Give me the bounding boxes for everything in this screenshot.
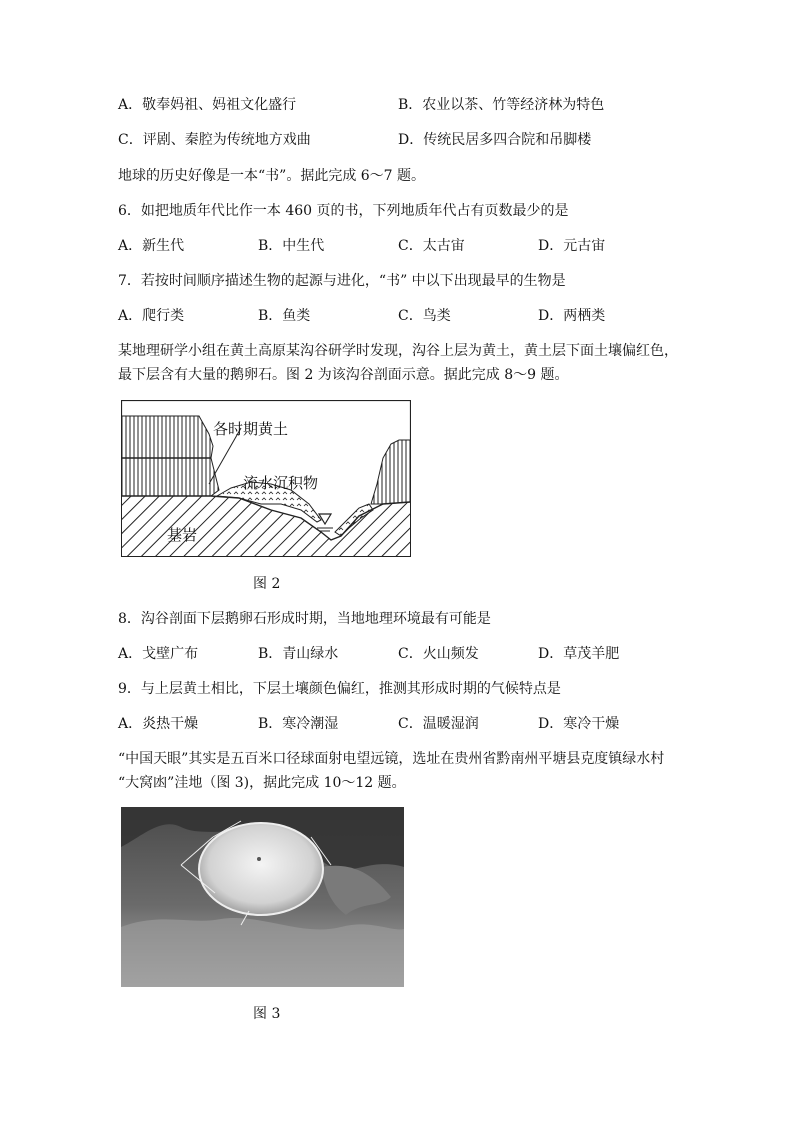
q9-stem: 9．与上层黄土相比，下层土壤颜色偏红，推测其形成时期的气候特点是 (118, 681, 561, 697)
q7-option-a: A．爬行类 (118, 308, 185, 324)
q6-option-d: D．元古宙 (538, 238, 606, 254)
intro-8-9-line2: 最下层含有大量的鹅卵石。图 2 为该沟谷剖面示意。据此完成 8～9 题。 (118, 367, 569, 383)
label-bedrock: 基岩 (167, 526, 198, 544)
q7-stem: 7．若按时间顺序描述生物的起源与进化，“书” 中以下出现最早的生物是 (118, 273, 566, 289)
q9-option-d: D．寒冷干燥 (538, 716, 620, 732)
q8-option-d: D．草茂羊肥 (538, 646, 620, 662)
q8-option-a: A．戈壁广布 (118, 646, 199, 662)
q5-option-a: A．敬奉妈祖、妈祖文化盛行 (118, 97, 297, 113)
q5-option-c: C．评剧、秦腔为传统地方戏曲 (118, 132, 311, 148)
intro-6-7: 地球的历史好像是一本“书”。据此完成 6～7 题。 (118, 168, 426, 184)
q7-option-b: B．鱼类 (258, 308, 311, 324)
q8-option-b: B．青山绿水 (258, 646, 339, 662)
q5-option-b: B．农业以茶、竹等经济林为特色 (398, 97, 605, 113)
intro-8-9-line1: 某地理研学小组在黄土高原某沟谷研学时发现，沟谷上层为黄土，黄土层下面土壤偏红色， (118, 343, 678, 359)
q7-option-d: D．两栖类 (538, 308, 606, 324)
q6-option-c: C．太古宙 (398, 238, 465, 254)
label-river-sediment: 流水沉积物 (243, 474, 319, 492)
intro-10-12-line1: “中国天眼”其实是五百米口径球面射电望远镜，选址在贵州省黔南州平塘县克度镇绿水村 (118, 751, 665, 767)
q6-stem: 6．如把地质年代比作一本 460 页的书，下列地质年代占有页数最少的是 (118, 203, 569, 219)
figure-2-gully-section (121, 400, 411, 557)
q6-option-a: A．新生代 (118, 238, 185, 254)
q8-stem: 8．沟谷剖面下层鹅卵石形成时期，当地地理环境最有可能是 (118, 611, 491, 627)
figure-2-caption: 图 2 (253, 576, 281, 592)
q5-option-d: D．传统民居多四合院和吊脚楼 (398, 132, 592, 148)
q7-option-c: C．鸟类 (398, 308, 451, 324)
q9-option-c: C．温暖湿润 (398, 716, 479, 732)
label-loess: 各时期黄土 (213, 420, 289, 438)
telescope-dish (199, 823, 323, 915)
q6-option-b: B．中生代 (258, 238, 325, 254)
q9-option-b: B．寒冷潮湿 (258, 716, 339, 732)
q9-option-a: A．炎热干燥 (118, 716, 199, 732)
figure-3-caption: 图 3 (253, 1006, 281, 1022)
figure-3-fast-photo (121, 807, 404, 987)
intro-10-12-line2: “大窝凼”洼地（图 3)，据此完成 10～12 题。 (118, 775, 406, 791)
q8-option-c: C．火山频发 (398, 646, 479, 662)
